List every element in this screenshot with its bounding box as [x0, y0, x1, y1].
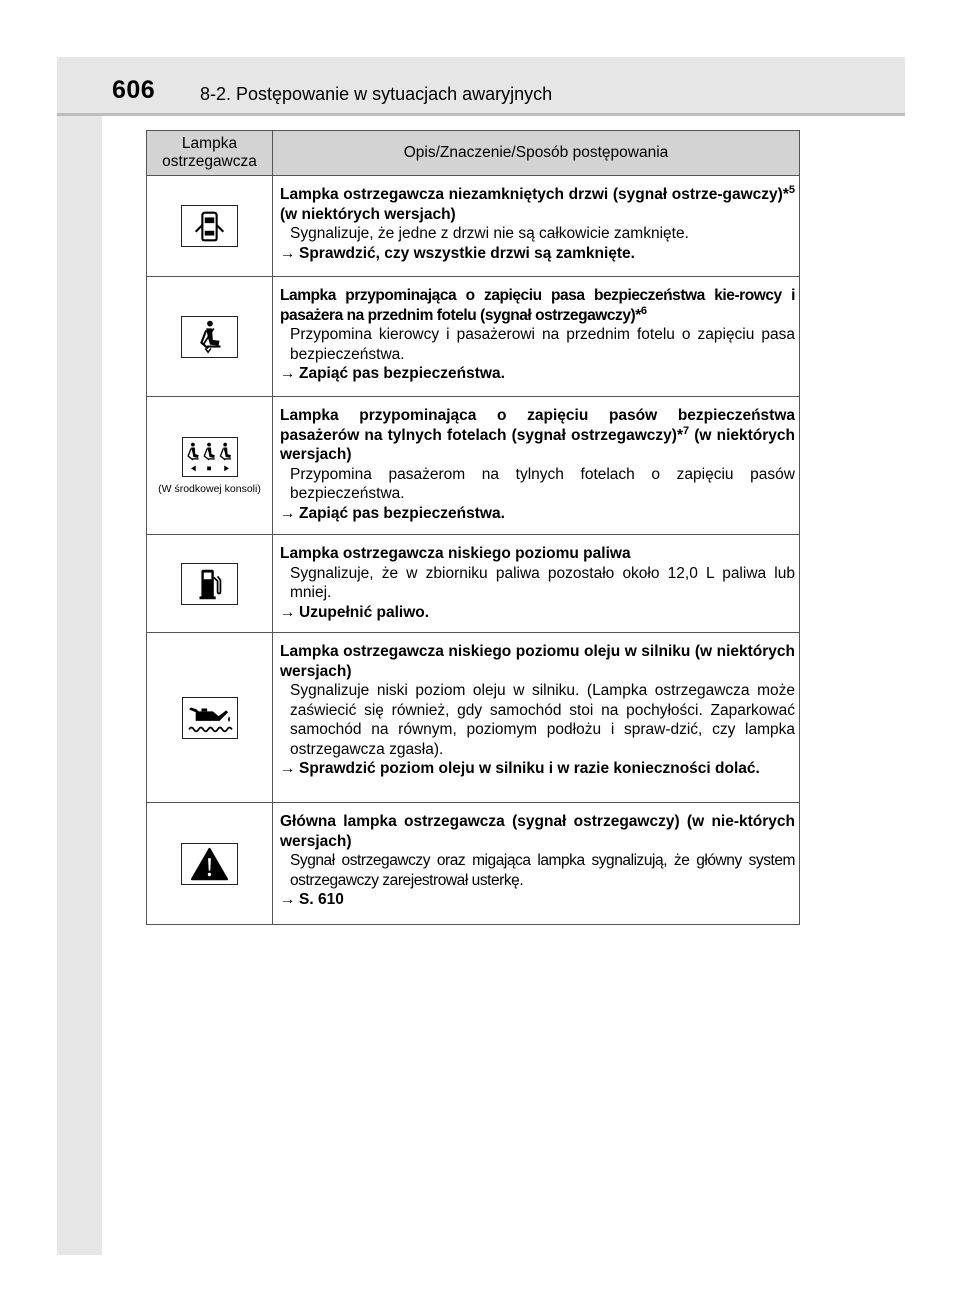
lamp-description: Sygnalizuje, że w zbiorniku paliwa pozostało około 12,0 L paliwa lub mniej.	[290, 564, 795, 601]
description-cell	[273, 633, 800, 803]
lamp-action: → Uzupełnić paliwo.	[280, 603, 430, 621]
description-cell	[273, 277, 800, 397]
side-band	[57, 57, 102, 1255]
icon-cell	[147, 633, 273, 803]
lamp-title: Lampka przypominająca o zapięciu pasa bezpieczeństwa kie-rowcy i pasażera na przednim fotelu (sygnał ostrzegawczy)*$^6$	[280, 287, 795, 324]
lamp-action: → Zapiąć pas bezpieczeństwa.	[280, 365, 505, 382]
description-cell	[273, 803, 800, 925]
section-title: 8-2. Postępowanie w sytuacjach awaryjnych	[200, 84, 553, 104]
description-cell	[273, 535, 800, 633]
table-row	[147, 535, 800, 633]
door-open-icon	[181, 205, 238, 247]
lamp-title: Lampka ostrzegawcza niskiego poziomu paliwa	[280, 545, 631, 562]
icon-cell	[147, 535, 273, 633]
oil-can-icon	[182, 697, 238, 739]
fuel-pump-icon	[181, 563, 238, 605]
col-header-description: Opis/Znaczenie/Sposób postępowania	[273, 131, 800, 176]
lamp-description: Sygnalizuje, że jedne z drzwi nie są całkowicie zamknięte.	[290, 225, 689, 242]
lamp-title: Lampka przypominająca o zapięciu pasów bezpieczeństwa pasażerów na tylnych fotelach (sygnał ostrzegawczy)*$^7$ (w niektórych wersjach)	[280, 407, 795, 463]
lamp-title: Lampka ostrzegawcza niskiego poziomu oleju w silniku (w niektórych wersjach)	[280, 643, 795, 680]
lamp-description: Sygnalizuje niski poziom oleju w silniku. (Lampka ostrzegawcza może zaświecić się również, gdy samochód stoi na pochyłości. Zaparkować samochód na równym, poziomym podłożu i spraw-dzić, czy lampka ostrzegawcza zgasła).	[290, 682, 795, 758]
lamp-description: Przypomina pasażerom na tylnych fotelach o zapięciu pasów bezpieczeństwa.	[290, 465, 795, 502]
table-row	[147, 277, 800, 397]
lamp-title: Główna lampka ostrzegawcza (sygnał ostrzegawczy) (w nie-których wersjach)	[280, 813, 795, 850]
icon-cell	[147, 397, 273, 535]
icon-caption: (W środkowej konsoli)	[158, 482, 261, 495]
lamp-action: → S. 610	[280, 891, 344, 908]
icon-cell	[147, 803, 273, 925]
warning-lamps-table	[146, 130, 800, 925]
lamp-description: Przypomina kierowcy i pasażerowi na przednim fotelu o zapięciu pasa bezpieczeństwa.	[290, 326, 795, 363]
lamp-action: → Sprawdzić, czy wszystkie drzwi są zamknięte.	[280, 244, 635, 262]
lamp-title: Lampka ostrzegawcza niezamkniętych drzwi (sygnał ostrze-gawczy)*$^5$ (w niektórych wersjach)	[280, 183, 795, 223]
table-row	[147, 397, 800, 535]
table-row	[147, 176, 800, 277]
icon-cell	[147, 277, 273, 397]
lamp-action: → Zapiąć pas bezpieczeństwa.	[280, 504, 505, 522]
col-header-lamp: Lampka ostrzegawcza	[147, 131, 273, 176]
description-cell	[273, 176, 800, 277]
icon-cell	[147, 176, 273, 277]
rear-seatbelt-icon	[182, 437, 238, 477]
lamp-description: Sygnał ostrzegawczy oraz migająca lampka sygnalizują, że główny system ostrzegawczy zarejestrował usterkę.	[290, 852, 795, 889]
header-rule	[57, 113, 905, 116]
lamp-action: → Sprawdzić poziom oleju w silniku i w razie konieczności dolać.	[280, 760, 760, 777]
master-warning-icon	[181, 843, 238, 885]
table-row	[147, 803, 800, 925]
page-number: 606	[112, 76, 156, 104]
description-cell	[273, 397, 800, 535]
table-row	[147, 633, 800, 803]
table-header-row	[147, 131, 800, 176]
seatbelt-icon	[181, 316, 238, 358]
